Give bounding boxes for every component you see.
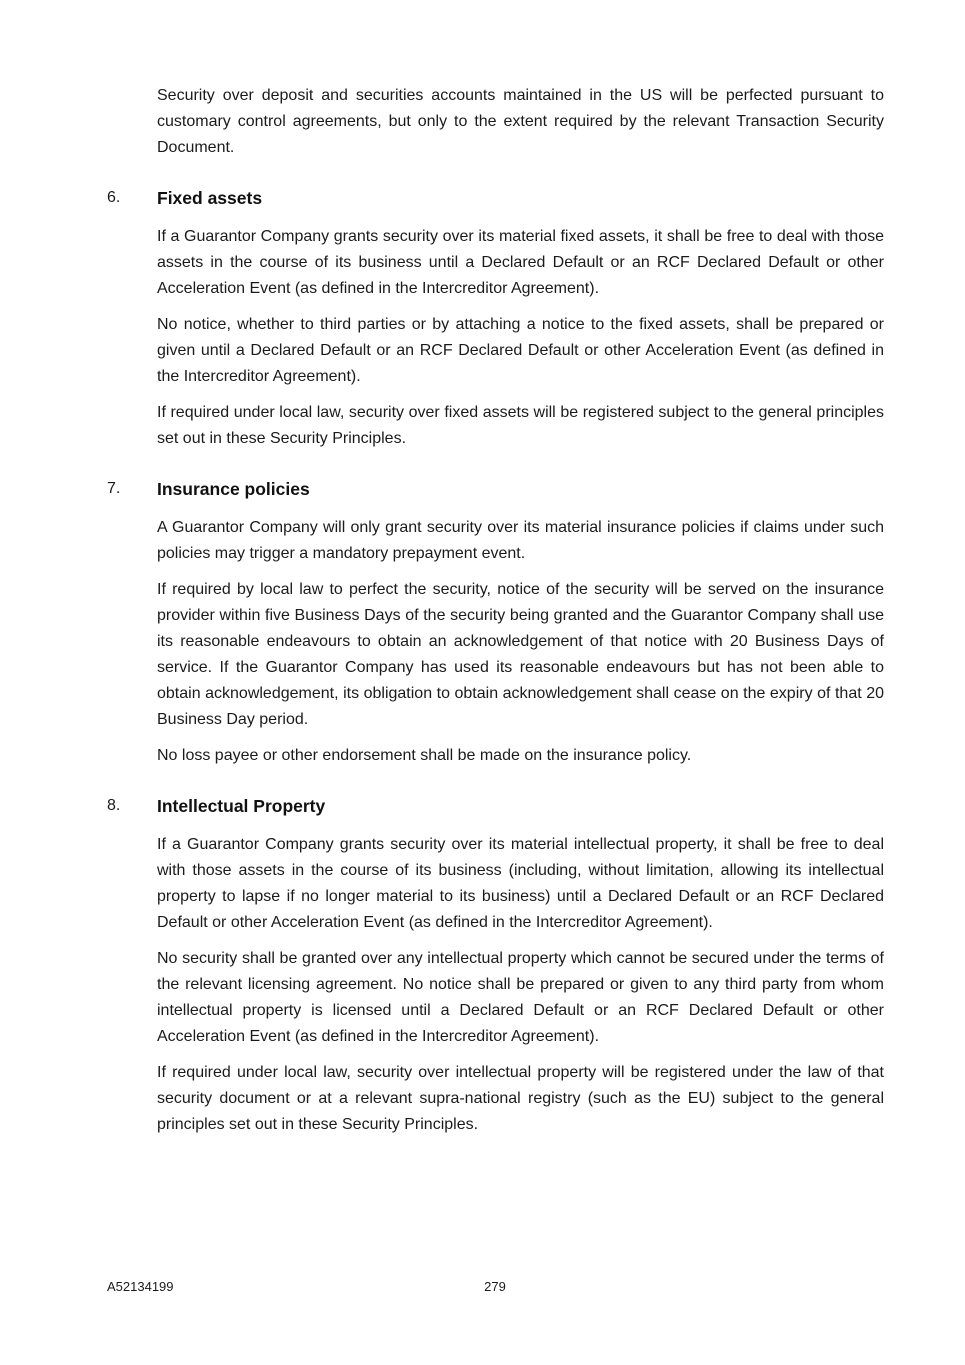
section-paragraph: No security shall be granted over any intellectual property which cannot be secured under the terms of the relevant licensing agreement. No notice shall be prepared or given to any third party from whom intellectual property is licensed until a Declared Default or an RCF Declared Default or other Acceleration Event (as defined in the Intercreditor Agreement).	[157, 950, 884, 1045]
section-paragraph: If required under local law, security over intellectual property will be registered under the law of that security document or at a relevant supra-national registry (such as the EU) subject to the general principles set out in these Security Principles.	[157, 1064, 884, 1133]
section-heading	[107, 185, 884, 211]
section-paragraph: If required under local law, security over fixed assets will be registered subject to the general principles set out in these Security Principles.	[157, 404, 884, 447]
footer-document-id: A52134199	[107, 1279, 174, 1294]
section-title: Fixed assets	[157, 188, 263, 208]
section-title: Intellectual Property	[157, 796, 326, 816]
section-fixed-assets	[107, 185, 884, 452]
section-number: 7.	[107, 480, 121, 497]
section-title: Insurance policies	[157, 479, 310, 499]
section-paragraph: If a Guarantor Company grants security over its material fixed assets, it shall be free to deal with those assets in the course of its business until a Declared Default or an RCF Declared Default or other Acceleration Event (as defined in the Intercreditor Agreement).	[157, 228, 884, 297]
section-intellectual-property	[107, 793, 884, 1138]
document-body	[107, 83, 884, 1148]
section-paragraph: If a Guarantor Company grants security over its material intellectual property, it shall be free to deal with those assets in the course of its business (including, without limitation, allowing its intellectual property to lapse if no longer material to its business) until a Declared Default or an RCF Declared Default or other Acceleration Event (as defined in the Intercreditor Agreement).	[157, 836, 884, 931]
section-number: 8.	[107, 797, 121, 814]
footer-page-number: 279	[484, 1279, 506, 1294]
section-paragraph: No loss payee or other endorsement shall be made on the insurance policy.	[157, 747, 692, 764]
section-paragraph: If required by local law to perfect the security, notice of the security will be served on the insurance provider within five Business Days of the security being granted and the Guarantor Company shall use its reasonable endeavours to obtain an acknowledgement of that notice with 20 Business Days of service. If the Guarantor Company has used its reasonable endeavours but has not been able to obtain acknowledgement, its obligation to obtain acknowledgement shall cease on the expiry of that 20 Business Day period.	[157, 581, 884, 728]
section-number: 6.	[107, 189, 121, 206]
section-paragraph: A Guarantor Company will only grant security over its material insurance policies if claims under such policies may trigger a mandatory prepayment event.	[157, 519, 884, 562]
section-heading	[107, 793, 884, 819]
section-insurance-policies	[107, 476, 884, 769]
intro-paragraph: Security over deposit and securities accounts maintained in the US will be perfected pursuant to customary control agreements, but only to the extent required by the relevant Transaction Security Document.	[157, 87, 884, 156]
section-paragraph: No notice, whether to third parties or by attaching a notice to the fixed assets, shall be prepared or given until a Declared Default or an RCF Declared Default or other Acceleration Event (as defined in the Intercreditor Agreement).	[157, 316, 884, 385]
section-heading	[107, 476, 884, 502]
